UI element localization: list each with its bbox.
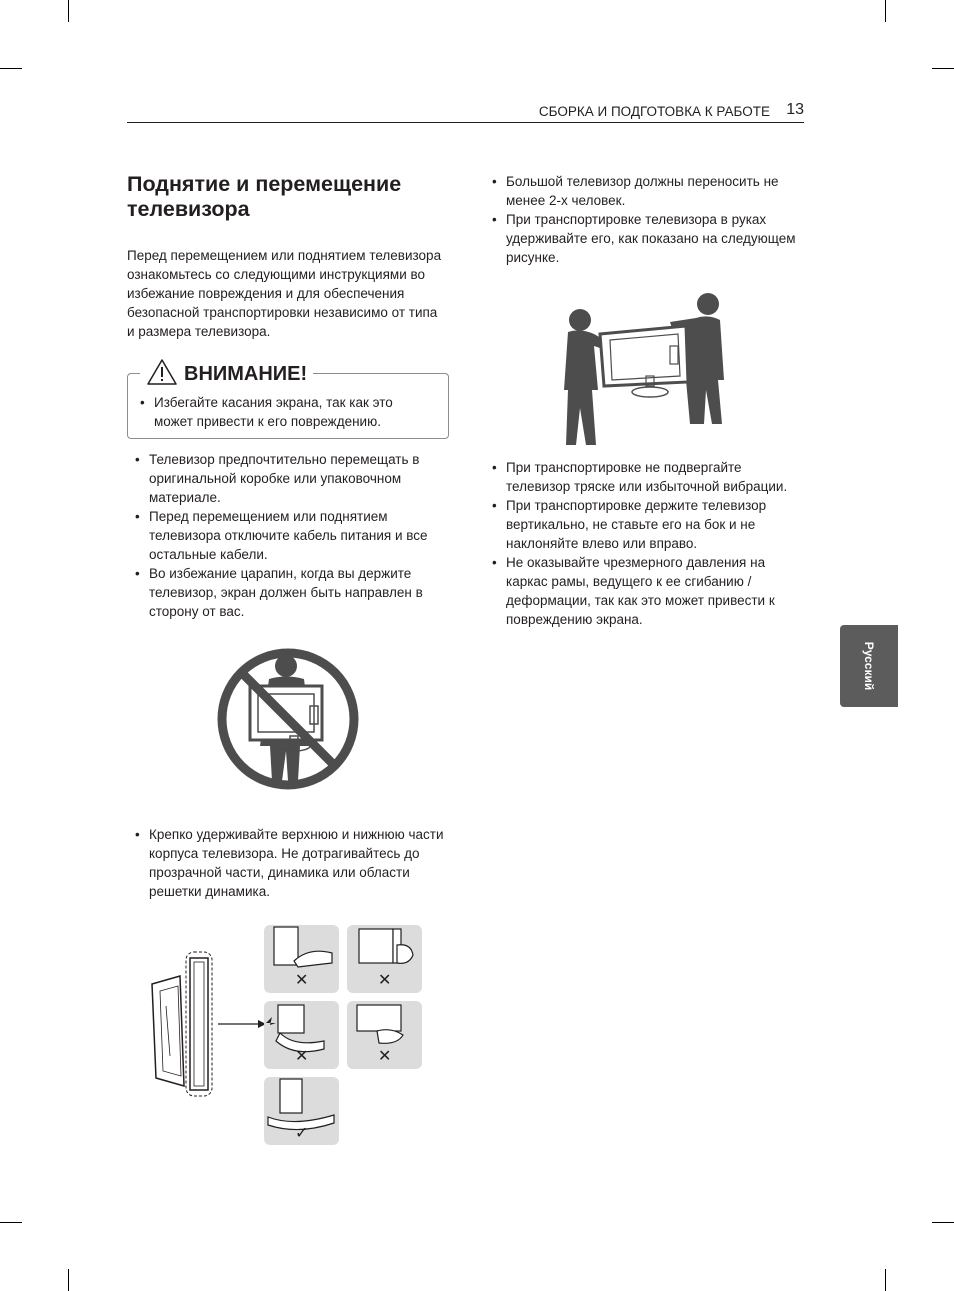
- warning-list: [132, 393, 432, 431]
- language-tab: [840, 625, 898, 707]
- cross-mark-icon: ✕: [378, 972, 392, 989]
- list-item: • Перед перемещением или поднятием телевизора отключите кабель питания и все остальные кабели.: [127, 507, 452, 564]
- warning-triangle-icon: [146, 358, 178, 391]
- warning-title: ВНИМАНИЕ!: [184, 362, 308, 385]
- check-mark-icon: ✓: [295, 1125, 309, 1142]
- list-item: • Телевизор предпочтительно перемещать в оригинальной коробке или упаковочном материале.: [127, 450, 452, 507]
- grip-panel-wrong-2: [347, 925, 422, 993]
- warning-header: [140, 359, 313, 389]
- crop-mark: [68, 1269, 69, 1291]
- grip-panel-wrong-1: [264, 925, 339, 993]
- cross-mark-icon: ✕: [295, 1048, 309, 1065]
- crop-mark: [932, 1222, 954, 1223]
- grip-panel-correct: [264, 1077, 339, 1145]
- right-bullet-list-top: [484, 172, 804, 267]
- left-bullet-list: [127, 450, 452, 621]
- crop-mark: [68, 0, 69, 22]
- grip-bullet-list: [127, 825, 452, 901]
- list-item: • Крепко удерживайте верхнюю и нижнюю части корпуса телевизора. Не дотрагивайтесь до прозрачной части, динамика или области решетки динамика.: [127, 825, 452, 901]
- crop-mark: [885, 1269, 886, 1291]
- two-person-carry-illustration: [564, 290, 726, 446]
- crop-mark: [0, 68, 22, 69]
- grip-panel-wrong-4: [347, 1001, 422, 1069]
- right-bullet-list-bottom: [484, 458, 809, 629]
- crop-mark: [932, 68, 954, 69]
- crop-mark: [0, 1222, 22, 1223]
- page-header: [127, 98, 804, 123]
- language-tab-label: Русский: [862, 641, 876, 691]
- list-item: • Избегайте касания экрана, так как это может привести к его повреждению.: [132, 393, 432, 431]
- page-title: Поднятие и перемещение телевизора: [127, 172, 402, 221]
- tv-side-view-illustration: [150, 946, 270, 1102]
- list-item: • Большой телевизор должны переносить не менее 2-х человек.: [484, 172, 804, 210]
- list-item: • Во избежание царапин, когда вы держите телевизор, экран должен быть направлен в сторону от вас.: [127, 564, 452, 621]
- list-item: • При транспортировке телевизора в руках удерживайте его, как показано на следующем рисунке.: [484, 210, 804, 267]
- cross-mark-icon: ✕: [295, 972, 309, 989]
- cross-mark-icon: ✕: [378, 1048, 392, 1065]
- page-number: 13: [786, 101, 804, 118]
- prohibited-carry-illustration: [214, 646, 362, 792]
- intro-paragraph: Перед перемещением или поднятием телевизора ознакомьтесь со следующими инструкциями во избежание повреждения и для обеспечения безопасной транспортировки независимо от типа и размера телевизора.: [127, 248, 442, 339]
- list-item: • Не оказывайте чрезмерного давления на каркас рамы, ведущего к ее сгибанию / деформации, так как это может привести к повреждению экрана.: [484, 553, 809, 629]
- grip-panel-wrong-3: [264, 1001, 339, 1069]
- list-item: • При транспортировке не подвергайте телевизор тряске или избыточной вибрации.: [484, 458, 809, 496]
- crop-mark: [885, 0, 886, 22]
- list-item: • При транспортировке держите телевизор вертикально, не ставьте его на бок и не наклоняйте влево или вправо.: [484, 496, 809, 553]
- section-title: СБОРКА И ПОДГОТОВКА К РАБОТЕ: [538, 104, 770, 119]
